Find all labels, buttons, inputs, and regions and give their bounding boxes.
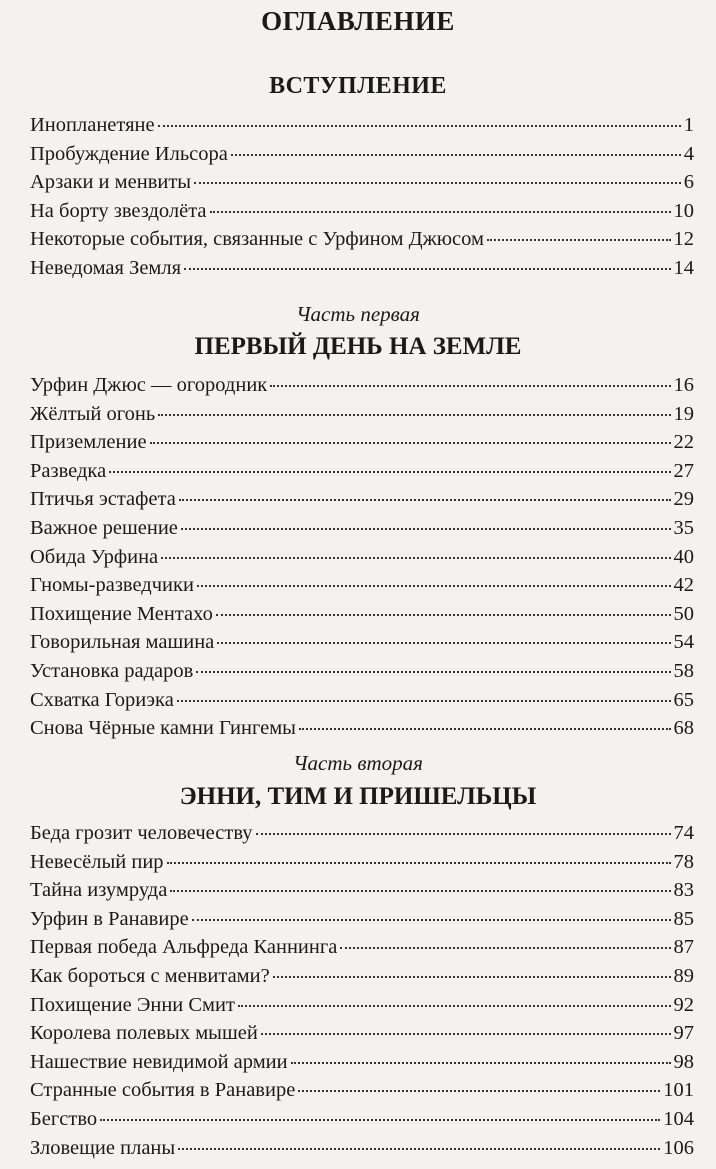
toc-entry — [30, 143, 694, 172]
dot-leader — [158, 124, 681, 127]
dot-leader — [170, 889, 670, 892]
toc-entry — [30, 228, 694, 257]
part1-list — [30, 374, 694, 746]
toc-entry-page: 22 — [673, 431, 694, 454]
toc-entry-page: 87 — [673, 936, 694, 959]
toc-entry-title: Пробуждение Ильсора — [30, 142, 228, 165]
dot-leader — [487, 238, 671, 241]
toc-entry — [30, 374, 694, 403]
toc-entry — [30, 603, 694, 632]
toc-entry-page: 78 — [673, 850, 694, 873]
toc-entry-page: 74 — [673, 822, 694, 844]
toc-entry — [30, 879, 694, 908]
toc-entry-title: Некоторые события, связанные с Урфином Джюсом — [30, 228, 484, 251]
toc-entry-title: Похищение Ментахо — [30, 602, 213, 625]
toc-entry-page: 12 — [673, 228, 694, 251]
toc-entry — [30, 517, 694, 546]
toc-entry-page: 40 — [673, 545, 694, 568]
toc-entry-title: Первая победа Альфреда Каннинга — [30, 936, 338, 959]
toc-entry — [30, 1051, 694, 1080]
toc-entry — [30, 488, 694, 517]
toc-entry-title: Жёлтый огонь — [30, 402, 156, 425]
toc-entry-title: Нашествие невидимой армии — [30, 1050, 288, 1073]
toc-entry — [30, 574, 694, 603]
toc-entry-title: Гномы-разведчики — [30, 574, 194, 597]
dot-leader — [181, 527, 671, 530]
toc-entry-page: 10 — [673, 199, 694, 222]
dot-leader — [196, 670, 670, 673]
toc-entry — [30, 1137, 694, 1166]
toc-entry-page: 54 — [673, 631, 694, 654]
dot-leader — [100, 1118, 660, 1121]
toc-entry — [30, 1079, 694, 1108]
page-title: ОГЛАВЛЕНИЕ — [261, 6, 455, 36]
dot-leader — [184, 267, 670, 270]
toc-entry-title: Обида Урфина — [30, 545, 159, 568]
toc-entry-page: 58 — [673, 659, 694, 682]
dot-leader — [217, 641, 670, 644]
dot-leader — [194, 181, 681, 184]
toc-entry — [30, 965, 694, 994]
toc-entry — [30, 114, 694, 143]
toc-entry — [30, 257, 694, 286]
toc-entry-page: 16 — [673, 374, 694, 396]
toc-entry-page: 83 — [673, 879, 694, 902]
toc-entry-page: 4 — [683, 142, 694, 165]
toc-entry-title: Важное решение — [30, 516, 178, 539]
toc-entry-page: 97 — [673, 1022, 694, 1045]
dot-leader — [109, 470, 670, 473]
part2-title: ЭННИ, ТИМ И ПРИШЕЛЬЦЫ — [179, 783, 537, 810]
dot-leader — [179, 498, 671, 501]
toc-entry — [30, 431, 694, 460]
part2-list — [30, 822, 694, 1165]
toc-entry — [30, 717, 694, 746]
part1-label: Часть первая — [296, 302, 420, 326]
toc-entry-title: Невесёлый пир — [30, 850, 164, 873]
toc-entry-page: 42 — [673, 574, 694, 597]
toc-entry — [30, 631, 694, 660]
toc-entry-page: 68 — [673, 717, 694, 740]
dot-leader — [261, 1032, 671, 1035]
dot-leader — [150, 441, 671, 444]
dot-leader — [161, 556, 670, 559]
intro-list — [30, 114, 694, 286]
toc-entry-title: Арзаки и менвиты — [30, 171, 192, 194]
toc-entry-title: Неведомая Земля — [30, 256, 182, 279]
toc-entry — [30, 403, 694, 432]
toc-entry-title: Беда грозит человечеству — [30, 822, 253, 844]
dot-leader — [192, 918, 671, 921]
toc-entry-title: Приземление — [30, 431, 147, 454]
toc-entry — [30, 660, 694, 689]
toc-entry-title: Птичья эстафета — [30, 488, 176, 511]
toc-entry-title: Похищение Энни Смит — [30, 993, 235, 1016]
dot-leader — [340, 946, 670, 949]
dot-leader — [238, 1004, 671, 1007]
toc-entry-title: Урфин в Ранавире — [30, 907, 189, 930]
toc-entry — [30, 1108, 694, 1137]
toc-entry-title: Тайна изумруда — [30, 879, 168, 902]
toc-entry-title: Королева полевых мышей — [30, 1022, 258, 1045]
dot-leader — [197, 584, 671, 587]
dot-leader — [299, 727, 671, 730]
toc-entry-title: Разведка — [30, 459, 107, 482]
toc-entry-page: 65 — [673, 688, 694, 711]
toc-entry-title: На борту звездолёта — [30, 199, 207, 222]
toc-entry-page: 104 — [663, 1107, 694, 1130]
part2-label: Часть вторая — [293, 751, 423, 775]
intro-title: ВСТУПЛЕНИЕ — [269, 73, 447, 99]
toc-entry — [30, 171, 694, 200]
toc-entry — [30, 822, 694, 851]
toc-entry-title: Снова Чёрные камни Гингемы — [30, 717, 296, 740]
toc-entry-page: 98 — [673, 1050, 694, 1073]
toc-entry — [30, 908, 694, 937]
dot-leader — [210, 210, 671, 213]
toc-entry — [30, 994, 694, 1023]
toc-entry — [30, 546, 694, 575]
toc-entry-title: Инопланетяне — [30, 114, 155, 136]
dot-leader — [167, 861, 671, 864]
toc-entry-page: 101 — [663, 1079, 694, 1102]
dot-leader — [178, 1147, 660, 1150]
toc-entry-page: 1 — [683, 114, 694, 136]
toc-entry-page: 29 — [673, 488, 694, 511]
toc-entry — [30, 1022, 694, 1051]
toc-entry-title: Установка радаров — [30, 659, 194, 682]
dot-leader — [298, 1089, 660, 1092]
toc-entry-title: Зловещие планы — [30, 1136, 176, 1159]
toc-entry — [30, 200, 694, 229]
toc-entry-page: 6 — [683, 171, 694, 194]
dot-leader — [177, 699, 671, 702]
toc-entry — [30, 460, 694, 489]
toc-entry-page: 89 — [673, 964, 694, 987]
toc-entry-page: 27 — [673, 459, 694, 482]
toc-entry-title: Говорильная машина — [30, 631, 215, 654]
toc-entry-page: 50 — [673, 602, 694, 625]
toc-entry-page: 92 — [673, 993, 694, 1016]
toc-entry-title: Как бороться с менвитами? — [30, 964, 270, 987]
toc-entry-page: 85 — [673, 907, 694, 930]
dot-leader — [291, 1061, 671, 1064]
toc-entry — [30, 936, 694, 965]
toc-entry-page: 35 — [673, 516, 694, 539]
toc-entry — [30, 851, 694, 880]
dot-leader — [273, 975, 671, 978]
part1-title: ПЕРВЫЙ ДЕНЬ НА ЗЕМЛЕ — [194, 333, 522, 360]
dot-leader — [216, 613, 671, 616]
toc-entry-page: 19 — [673, 402, 694, 425]
dot-leader — [256, 832, 671, 835]
toc-entry-title: Урфин Джюс — огородник — [30, 374, 268, 396]
toc-entry-title: Бегство — [30, 1107, 98, 1130]
dot-leader — [158, 413, 670, 416]
toc-entry-page: 106 — [663, 1136, 694, 1159]
toc-entry-title: Схватка Гориэка — [30, 688, 174, 711]
toc-entry-page: 14 — [673, 256, 694, 279]
dot-leader — [231, 153, 681, 156]
toc-entry-title: Странные события в Ранавире — [30, 1079, 296, 1102]
toc-entry — [30, 689, 694, 718]
dot-leader — [270, 384, 670, 387]
